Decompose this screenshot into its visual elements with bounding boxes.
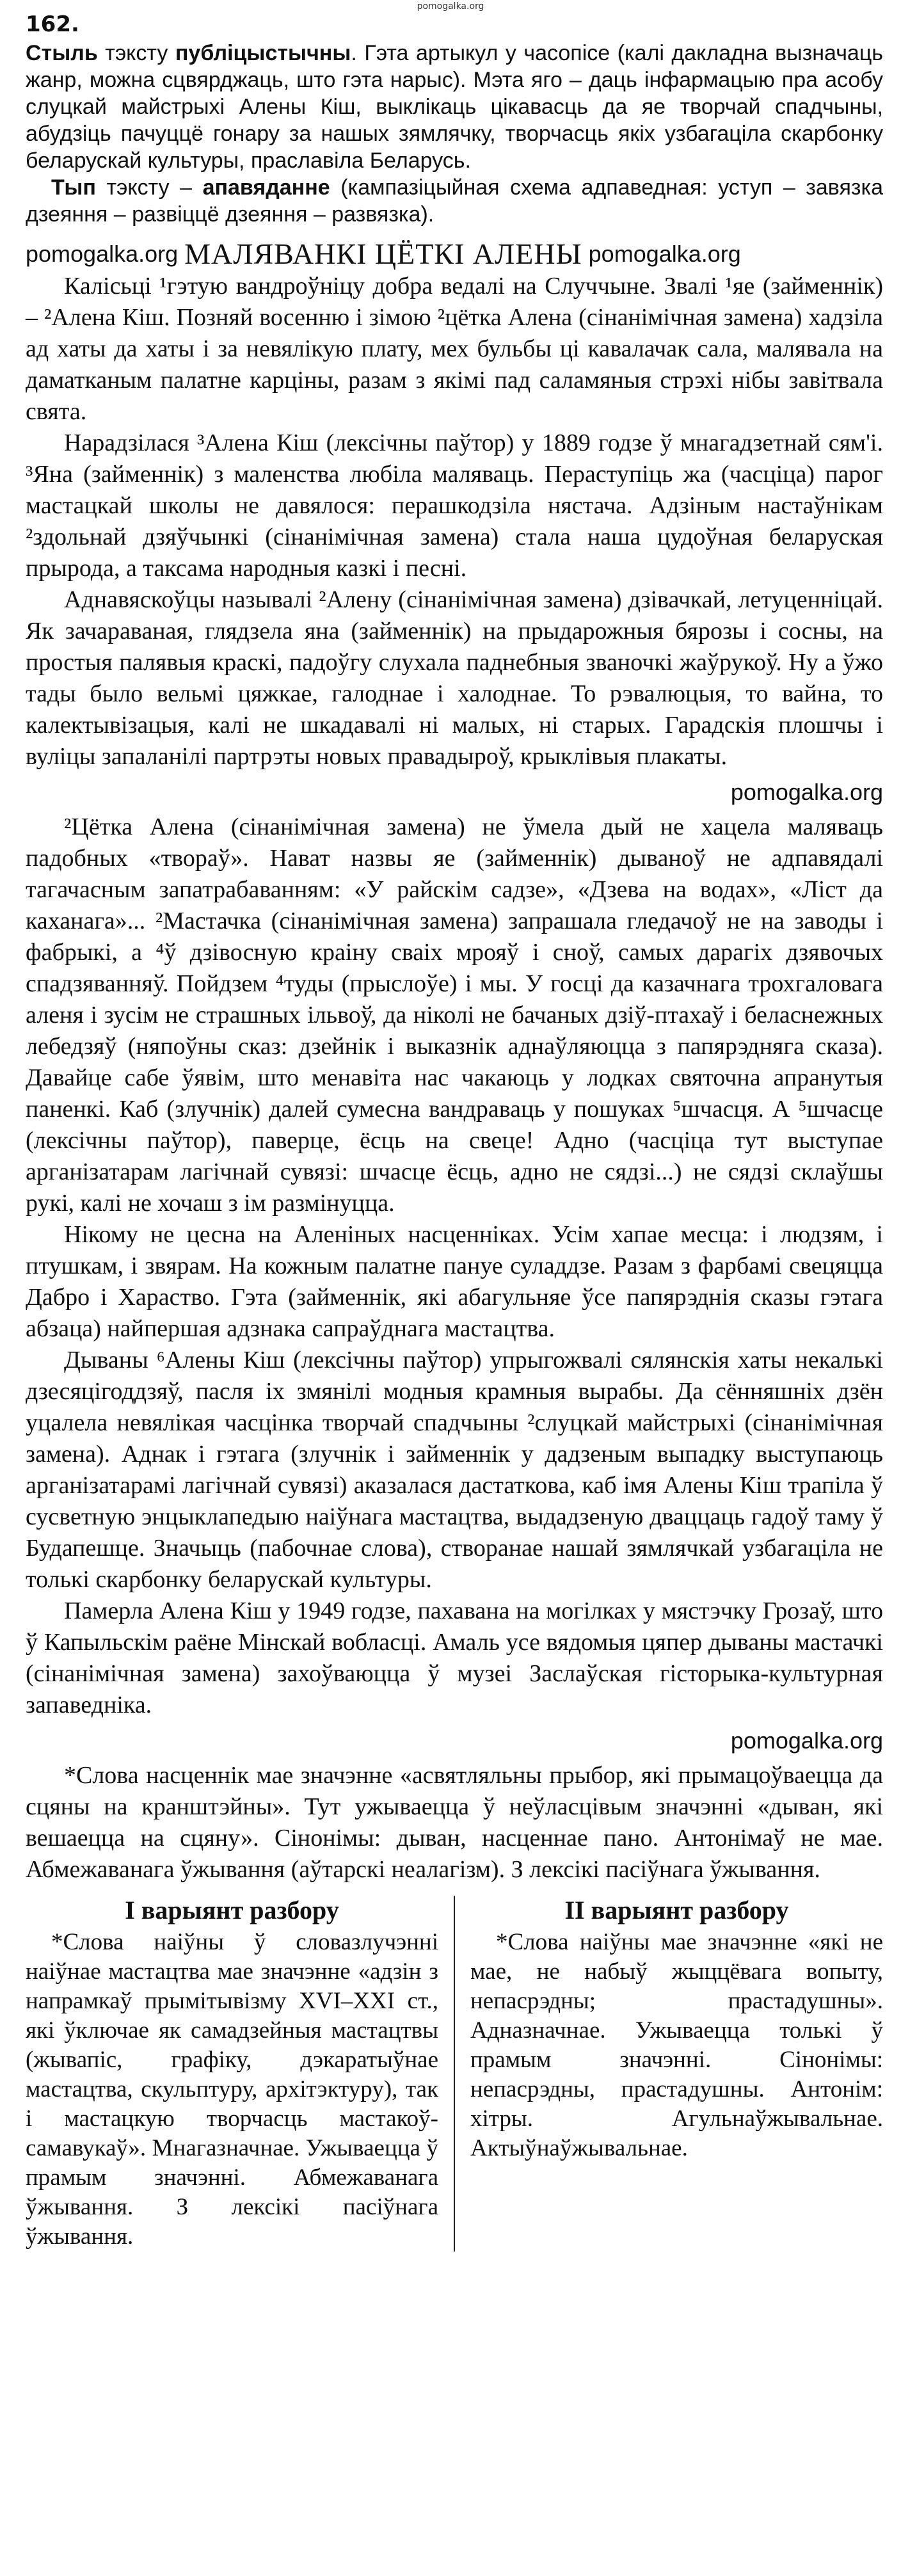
variant-1 bbox=[26, 1896, 438, 2252]
watermark-mid-1: pomogalka.org bbox=[730, 779, 883, 805]
variant-1-title: I варыянт разбору bbox=[125, 1896, 339, 1924]
variant-1-text: *Слова наіўны ў словазлучэнні наіўнае мастацтва мае значэнне «адзін з напрамкаў прымітывізму XVI–XXI ст., які ўключае як самадзейныя мастацтвы (жывапіс, графіку, дэкаратыўнае мастацтва, скульптуру, архітэктуру), так і мастацкую творчасць мастакоў-самавукаў». Мнагазначнае. Ужываецца ў прамым значэнні. Абмежаванага ўжывання. З лексікі пасіўнага ўжывання. bbox=[26, 1929, 438, 2250]
task-number: 162. bbox=[26, 12, 79, 37]
paragraph-2: Нарадзілася ³Алена Кіш (лексічны паўтор) у 1889 годзе ў мнагадзетнай сям'і. ³Яна (займеннік) з маленства любіла маляваць. Пераступіць жа (часціца) парог мастацкай школы не давялося: перашкодзіла нястача. Адзіным настаўнікам ²здольнай дзяўчынкі (сінанімічная замена) стала наша цудоўная беларуская прырода, а таксама народныя казкі і песні. bbox=[26, 429, 883, 582]
type-text-2: (кампазіцыйная схема адпаведная: уступ – завязка дзеяння – развіццё дзеяння – развязка). bbox=[26, 175, 883, 227]
watermark-mid-2: pomogalka.org bbox=[730, 1727, 883, 1754]
watermark-top: pomogalka.org bbox=[417, 1, 484, 12]
page bbox=[26, 12, 883, 2252]
style-value: публіцыстычны bbox=[175, 41, 351, 65]
column-divider bbox=[454, 1896, 455, 2252]
type-value: апавяданне bbox=[202, 175, 330, 200]
paragraph-4: ²Цётка Алена (сінанімічная замена) не ўмела дый не хацела маляваць падобных «твораў». Нават назвы яе (займеннік) дываноў не адпавядалі тагачасным запатрабаванням: «У райскім садзе», «Дзева на водах», «Ліст да каханага»... ²Мастачка (сінанімічная замена) запрашала гледачоў не на заводы і фабрыкі, а ⁴ў дзівосную краіну сваіх мрояў і сноў, самых дарагіх дзявочых спадзяванняў. Пойдзем ⁴туды (прыслоўе) і мы. У госці да казачнага трохгаловага аленя і зусім не страшных ільвоў, да ніколі не бачаных дзіў-птахаў і беласнежных лебедзяў (няпоўны сказ: дзейнік і выказнік аднаўляюцца з папярэдняга сказа). Давайце сабе ўявім, што менавіта нас чакаюць у лодках святочна апранутыя паненкі. Каб (злучнік) далей сумесна вандраваць у пошуках ⁵шчасця. А ⁵шчасце (лексічны паўтор), паверце, ёсць на свеце! Адно (часціца тут выступае арганізатарам лагічнай сувязі: шчасце ёсць, адно не сядзі...) не сядзі склаўшы рукі, калі не хочаш з ім размінуцца. bbox=[26, 813, 883, 1217]
paragraph-5: Нікому не цесна на Аленіных насценніках. Усім хапае месца: і людзям, і птушкам, і звярам. На кожным палатне пануе суладдзе. Разам з фарбамі свецяцца Дабро і Хараство. Гэта (займеннік, які абагульняе ўсе папярэднія сказы гэтага абзаца) найпершая адзнака сапраўднага мастацтва. bbox=[26, 1221, 883, 1342]
article-title: МАЛЯВАНКІ ЦЁТКІ АЛЕНЫ bbox=[184, 237, 582, 270]
paragraph-3: Аднавяскоўцы называлі ²Алену (сінанімічная замена) дзівачкай, летуценніцай. Як зачараваная, глядзела яна (займеннік) на прыдарожныя бярозы і сосны, на простыя палявыя краскі, падоўгу слухала паднебныя званочкі жаўрукоў. Ну а ўжо тады было вельмі цяжкае, галоднае і халоднае. То рэвалюцыя, то вайна, то калектывізацыя, калі не шкадавалі ні малых, ні старых. Гарадскія плошчы і вуліцы запаланілі партрэты новых правадыроў, крыклівыя плакаты. bbox=[26, 586, 883, 770]
variants-columns bbox=[26, 1896, 883, 2252]
style-text-1: тэксту bbox=[97, 41, 175, 65]
variant-2-text: *Слова наіўны мае значэнне «які не мае, не набыў жыццёвага вопыту, непасрэдны; прастадушны». Адназначнае. Ужываецца толькі ў прамым значэнні. Сінонімы: непасрэдны, прастадушны. Антонім: хітры. Агульнаўжывальнае. Актыўнаўжывальнае. bbox=[470, 1929, 883, 2161]
paragraph-7: Памерла Алена Кіш у 1949 годзе, пахавана на могілках у мястэчку Грозаў, што ў Капыльскім раёне Мінскай вобласці. Амаль усе вядомыя цяпер дываны мастачкі (сінанімічная замена) захоўваюцца ў музеі Заслаўская гісторыка-культурная запаведніка. bbox=[26, 1597, 883, 1718]
intro-style bbox=[26, 40, 883, 174]
style-text-2: . Гэта артыкул у часопісе (калі дакладна вызначаць жанр, можна сцвярджаць, што гэта нарыс). Мэта яго – даць інфармацыю пра асобу слуцкай майстрыхі Алены Кіш, выклікаць цікавасць да яе творчай спадчыны, абудзіць пачуццё гонару за нашых зямлячку, творчасць якіх узбагаціла скарбонку беларускай культуры, праславіла Беларусь. bbox=[26, 41, 884, 173]
intro-type bbox=[26, 174, 883, 228]
title-row bbox=[26, 237, 883, 271]
watermark-right: pomogalka.org bbox=[588, 240, 741, 267]
type-label: Тып bbox=[51, 175, 96, 200]
paragraph-1: Калісьці ¹гэтую вандроўніцу добра ведалі на Случчыне. Звалі ¹яе (займеннік) – ²Алена Кіш. Позняй восенню і зімою ²цётка Алена (сінанімічная замена) хадзіла ад хаты да хаты і за невялікую плату, мех бульбы ці кавалачак сала, малявала на даматканым палатне карціны, разам з якімі пад саламяныя стрэхі нібы завітвала свята. bbox=[26, 273, 883, 425]
paragraph-6: Дываны ⁶Алены Кіш (лексічны паўтор) упрыгожвалі сялянскія хаты некалькі дзесяцігоддзяў, пасля іх змянілі модныя крамныя вырабы. Да сённяшніх дзён уцалела невялікая часцінка творчай спадчыны ²слуцкай майстрыхі (сінанімічная замена). Аднак і гэтага (злучнік і займеннік у дадзеным выпадку выступаюць арганізатарамі лагічнай сувязі) аказалася дастаткова, каб імя Алены Кіш трапіла ў сусветную энцыклапедыю наіўнага мастацтва, выдадзеную дваццаць гадоў таму ў Будапешце. Значыць (пабочнае слова), створанае нашай зямлячкай узбагаціла не толькі скарбонку беларускай культуры. bbox=[26, 1347, 883, 1593]
variant-2-title: II варыянт разбору bbox=[564, 1896, 789, 1924]
article-body bbox=[26, 271, 883, 1885]
watermark-left: pomogalka.org bbox=[26, 240, 179, 267]
style-label: Стыль bbox=[26, 41, 98, 65]
variant-2 bbox=[470, 1896, 883, 2252]
type-text-1: тэксту – bbox=[95, 175, 203, 200]
paragraph-8: *Слова насценнік мае значэнне «асвятляльны прыбор, які прымацоўваецца да сцяны на кранштэйны». Тут ужываецца ў неўласцівым значэнні «дыван, які вешаецца на сцяну». Сінонімы: дыван, насценнае пано. Антонімаў не мае. Абмежаванага ўжывання (аўтарскі неалагізм). З лексікі пасіўнага ўжывання. bbox=[26, 1762, 883, 1883]
